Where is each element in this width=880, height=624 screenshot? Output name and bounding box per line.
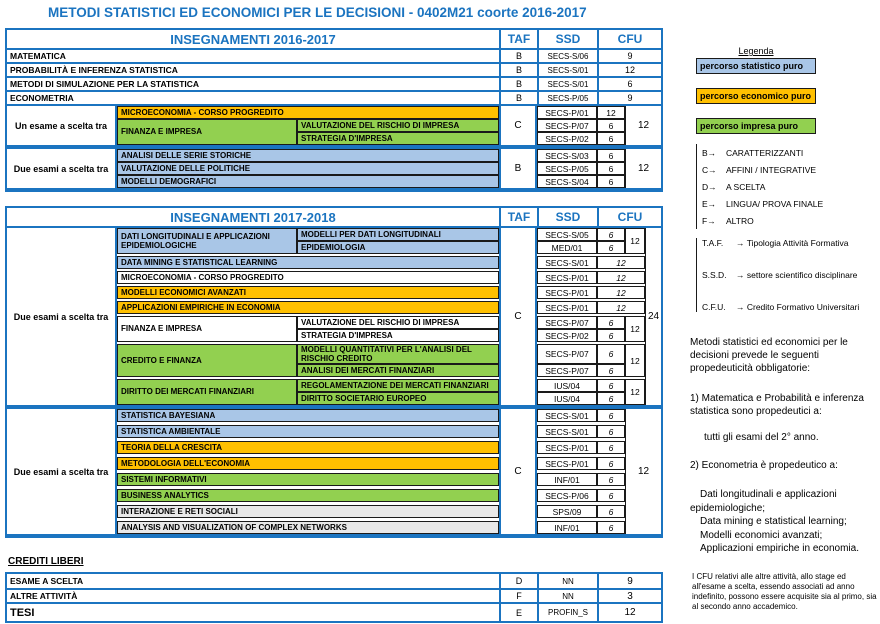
taf-code-label: ALTRO <box>726 215 754 226</box>
course-subrow <box>117 149 661 162</box>
course-bar: CREDITO E FINANZA <box>117 344 297 377</box>
cfu-cell: 9 <box>597 574 661 588</box>
course-subrow <box>117 489 661 502</box>
prerequisite-item-2: 2) Econometria è propedeutico a: <box>690 460 838 471</box>
abbreviation-label: → settore scientifico disciplinare <box>736 270 858 280</box>
ssd-cell: SECS-S/06 <box>537 50 597 62</box>
course-subrow <box>117 457 661 470</box>
cfu-cell: 12 <box>597 64 661 76</box>
course-bar: VALUTAZIONE DELLE POLITICHE <box>117 162 499 175</box>
crediti-liberi-heading: CREDITI LIBERI <box>8 556 84 567</box>
abbreviation-key: T.A.F. <box>702 238 724 248</box>
abbreviation <box>702 238 859 248</box>
course-bar: ANALISI DELLE SERIE STORICHE <box>117 149 499 162</box>
course-row <box>7 574 661 588</box>
prerequisite-course: Modelli economici avanzati; <box>700 529 823 541</box>
col-header-taf: TAF <box>499 30 537 48</box>
course-bar: TEORIA DELLA CRESCITA <box>117 441 499 454</box>
cfu-cell: 6 <box>597 457 625 470</box>
course-pair <box>117 228 661 254</box>
ssd-cell: INF/01 <box>537 521 597 534</box>
pair-subtotal-cfu: 12 <box>625 228 645 254</box>
course-subrow <box>117 286 661 299</box>
ssd-cell: SECS-P/05 <box>537 92 597 104</box>
course-subrow <box>117 521 661 534</box>
course-bar: REGOLAMENTAZIONE DEI MERCATI FINANZIARI <box>297 379 499 392</box>
group-taf: B <box>499 149 537 188</box>
course-bar: DATA MINING E STATISTICAL LEARNING <box>117 256 499 269</box>
course-subrow <box>117 271 661 284</box>
cfu-cell: 6 <box>597 364 625 377</box>
taf-code <box>702 144 823 161</box>
prerequisite-item-2-details <box>690 488 880 556</box>
ssd-cell: SECS-S/03 <box>537 149 597 162</box>
taf-code <box>702 212 823 229</box>
group-taf: C <box>499 228 537 405</box>
course-subrow <box>117 175 661 188</box>
course-subrow <box>297 392 625 405</box>
group-total-cfu: 12 <box>625 149 661 188</box>
ssd-cell: NN <box>537 574 597 588</box>
group-label: Due esami a scelta tra <box>7 149 117 188</box>
cfu-cell: 6 <box>597 329 625 342</box>
cfu-cell: 6 <box>597 505 625 518</box>
taf-code <box>702 178 823 195</box>
cfu-cell: 6 <box>597 162 625 175</box>
taf-code-label: A SCELTA <box>726 181 766 192</box>
ssd-cell: SECS-P/07 <box>537 364 597 377</box>
taf-cell: E <box>499 604 537 621</box>
taf-codes-list <box>696 144 823 229</box>
crediti-liberi-table <box>5 572 663 623</box>
course-row <box>7 62 661 76</box>
cfu-cell: 6 <box>597 521 625 534</box>
ssd-cell: SECS-P/06 <box>537 489 597 502</box>
cfu-cell: 6 <box>597 132 625 145</box>
ssd-cell: SPS/09 <box>537 505 597 518</box>
ssd-cell: SECS-P/02 <box>537 132 597 145</box>
course-bar: EPIDEMIOLOGIA <box>297 241 499 254</box>
taf-cell: B <box>499 78 537 90</box>
pair-subtotal-cfu: 12 <box>625 379 645 405</box>
cfu-cell: 6 <box>597 228 625 241</box>
ssd-cell: SECS-S/01 <box>537 425 597 438</box>
course-name: TESI <box>10 606 35 619</box>
course-bar: ANALISI DEI MERCATI FINANZIARI <box>297 364 499 377</box>
cfu-cell: 6 <box>597 344 625 364</box>
group-due-esami-a-scelta <box>7 147 661 190</box>
course-subrow <box>117 301 661 314</box>
group-total-cfu: 12 <box>625 106 661 145</box>
table2-title: INSEGNAMENTI 2017-2018 <box>170 209 336 225</box>
ssd-cell: SECS-S/05 <box>537 228 597 241</box>
course-bar: STATISTICA AMBIENTALE <box>117 425 499 438</box>
taf-code-key: F→ <box>702 215 716 226</box>
cfu-cell: 12 <box>597 604 661 621</box>
ssd-cell: SECS-P/01 <box>537 301 597 314</box>
ssd-cell: SECS-S/01 <box>537 78 597 90</box>
prerequisites-intro: Metodi statistici ed economici per le decisioni prevede le seguenti propedeuticità obbligatorie: <box>690 337 848 374</box>
course-row <box>7 602 661 621</box>
course-bar: MODELLI ECONOMICI AVANZATI <box>117 286 499 299</box>
ssd-cell: SECS-S/01 <box>537 256 597 269</box>
course-bar: STATISTICA BAYESIANA <box>117 409 499 422</box>
course-bar: STRATEGIA D'IMPRESA <box>297 132 499 145</box>
ssd-cell: SECS-P/07 <box>537 316 597 329</box>
course-row <box>7 76 661 90</box>
course-bar: ANALYSIS AND VISUALIZATION OF COMPLEX NETWORKS <box>117 521 499 534</box>
course-bar: VALUTAZIONE DEL RISCHIO DI IMPRESA <box>297 316 499 329</box>
course-bar: FINANZA E IMPRESA <box>117 316 297 342</box>
ssd-cell: INF/01 <box>537 473 597 486</box>
ssd-cell: IUS/04 <box>537 379 597 392</box>
course-pair <box>117 344 661 377</box>
course-subrow <box>297 119 625 132</box>
table1-title: INSEGNAMENTI 2016-2017 <box>170 31 336 47</box>
course-subrow <box>297 379 625 392</box>
ssd-cell: SECS-P/01 <box>537 286 597 299</box>
group-label: Due esami a scelta tra <box>7 409 117 534</box>
abbreviation-label: → Tipologia Attività Formativa <box>736 238 849 248</box>
ssd-cell: SECS-P/01 <box>537 106 597 119</box>
course-subrow <box>117 441 661 454</box>
abbreviation-key: C.F.U. <box>702 302 726 312</box>
course-bar: VALUTAZIONE DEL RISCHIO DI IMPRESA <box>297 119 499 132</box>
course-bar: MODELLI QUANTITATIVI PER L'ANALISI DEL RISCHIO CREDITO <box>297 344 499 364</box>
course-subrow <box>297 364 625 377</box>
group-label: Due esami a scelta tra <box>7 228 117 405</box>
group-taf: C <box>499 106 537 145</box>
course-bar: INTERAZIONE E RETI SOCIALI <box>117 505 499 518</box>
ssd-cell: PROFIN_S <box>537 604 597 621</box>
cfu-footnote: I CFU relativi alle altre attività, allo stage ed all'esame a scelta, essendo associati ad anno indefinito, possono essere acquisite sia al primo, sia al secondo anno accademico. <box>692 572 877 611</box>
group-due-esami-a-scelta-1 <box>7 226 661 407</box>
course-bar: FINANZA E IMPRESA <box>117 119 297 145</box>
prerequisite-item-1: 1) Matematica e Probabilità e inferenza statistica sono propedeutici a: <box>690 393 864 417</box>
course-subrow <box>117 162 661 175</box>
cfu-cell: 6 <box>597 241 625 254</box>
ssd-cell: MED/01 <box>537 241 597 254</box>
cfu-cell: 9 <box>597 50 661 62</box>
course-bar: BUSINESS ANALYTICS <box>117 489 499 502</box>
prerequisite-item-1-detail: tutti gli esami del 2° anno. <box>704 432 819 443</box>
taf-code-label: AFFINI / INTEGRATIVE <box>726 164 817 175</box>
abbreviation <box>702 302 859 312</box>
course-pair <box>117 119 661 145</box>
cfu-cell: 6 <box>597 441 625 454</box>
table-insegnamenti-2016-2017 <box>5 28 663 192</box>
taf-cell: D <box>499 574 537 588</box>
cfu-cell: 6 <box>597 473 625 486</box>
abbreviation-label: → Credito Formativo Universitari <box>736 302 860 312</box>
ssd-cell: SECS-P/07 <box>537 344 597 364</box>
cfu-cell: 6 <box>597 379 625 392</box>
prerequisite-course: Applicazioni empiriche in economia. <box>700 543 859 554</box>
cfu-cell: 12 <box>597 106 625 119</box>
abbreviation <box>702 270 859 280</box>
course-subrow <box>297 228 625 241</box>
taf-code-label: LINGUA/ PROVA FINALE <box>726 198 824 209</box>
abbreviations-list <box>696 238 859 312</box>
cfu-cell: 12 <box>597 301 645 314</box>
cfu-cell: 6 <box>597 392 625 405</box>
ssd-cell: IUS/04 <box>537 392 597 405</box>
course-pair <box>117 379 661 405</box>
cfu-cell: 9 <box>597 92 661 104</box>
ssd-cell: SECS-S/01 <box>537 64 597 76</box>
cfu-cell: 12 <box>597 256 645 269</box>
taf-cell: B <box>499 92 537 104</box>
course-name: PROBABILITÀ E INFERENZA STATISTICA <box>10 65 178 75</box>
ssd-cell: SECS-S/04 <box>537 175 597 188</box>
ssd-cell: SECS-P/02 <box>537 329 597 342</box>
course-subrow <box>117 409 661 422</box>
course-bar: MICROECONOMIA - CORSO PROGREDITO <box>117 271 499 284</box>
table2-header-row <box>7 208 661 226</box>
page-title: METODI STATISTICI ED ECONOMICI PER LE DECISIONI - 0402M21 coorte 2016-2017 <box>48 5 587 20</box>
course-name: ESAME A SCELTA <box>10 576 84 586</box>
cfu-cell: 6 <box>597 409 625 422</box>
cfu-cell: 3 <box>597 590 661 602</box>
course-subrow <box>297 344 625 364</box>
taf-cell: B <box>499 64 537 76</box>
group-un-esame-a-scelta <box>7 104 661 147</box>
course-subrow <box>297 316 625 329</box>
taf-code-key: E→ <box>702 198 717 209</box>
cfu-cell: 6 <box>597 316 625 329</box>
ssd-cell: NN <box>537 590 597 602</box>
abbreviation-key: S.S.D. <box>702 270 727 280</box>
course-bar: STRATEGIA D'IMPRESA <box>297 329 499 342</box>
legend-box-economico: percorso economico puro <box>696 88 816 104</box>
cfu-cell: 12 <box>597 271 645 284</box>
cfu-cell: 6 <box>597 175 625 188</box>
course-row <box>7 48 661 62</box>
course-bar: MICROECONOMIA - CORSO PROGREDITO <box>117 106 499 119</box>
taf-cell: F <box>499 590 537 602</box>
ssd-cell: SECS-P/01 <box>537 457 597 470</box>
col-header-ssd: SSD <box>537 30 597 48</box>
taf-code-label: CARATTERIZZANTI <box>726 147 804 158</box>
course-subrow <box>117 256 661 269</box>
course-bar: MODELLI PER DATI LONGITUDINALI <box>297 228 499 241</box>
group-taf: C <box>499 409 537 534</box>
course-bar: DATI LONGITUDINALI E APPLICAZIONI EPIDEMIOLOGICHE <box>117 228 297 254</box>
ssd-cell: SECS-P/01 <box>537 271 597 284</box>
course-name: ECONOMETRIA <box>10 93 74 103</box>
col-header-cfu: CFU <box>597 208 661 226</box>
group-due-esami-a-scelta-2 <box>7 407 661 536</box>
taf-cell: B <box>499 50 537 62</box>
ssd-cell: SECS-P/05 <box>537 162 597 175</box>
course-bar: APPLICAZIONI EMPIRICHE IN ECONOMIA <box>117 301 499 314</box>
legend-box-statistico: percorso statistico puro <box>696 58 816 74</box>
legend-heading: Legenda <box>738 46 774 56</box>
course-subrow <box>297 241 625 254</box>
course-subrow <box>117 425 661 438</box>
course-bar: DIRITTO DEI MERCATI FINANZIARI <box>117 379 297 405</box>
ssd-cell: SECS-P/01 <box>537 441 597 454</box>
pair-subtotal-cfu: 12 <box>625 344 645 377</box>
course-subrow <box>297 132 625 145</box>
course-row <box>7 90 661 104</box>
course-name: ALTRE ATTIVITÀ <box>10 591 78 601</box>
table-insegnamenti-2017-2018 <box>5 206 663 538</box>
taf-code <box>702 161 823 178</box>
course-bar: SISTEMI INFORMATIVI <box>117 473 499 486</box>
prerequisite-course: Data mining e statistical learning; <box>700 516 847 527</box>
taf-code-key: C→ <box>702 164 717 175</box>
cfu-cell: 6 <box>597 489 625 502</box>
col-header-taf: TAF <box>499 208 537 226</box>
course-subrow <box>297 329 625 342</box>
course-pair <box>117 316 661 342</box>
cfu-cell: 6 <box>597 149 625 162</box>
cfu-cell: 6 <box>597 425 625 438</box>
ssd-cell: SECS-P/07 <box>537 119 597 132</box>
group-total-cfu: 24 <box>645 228 661 405</box>
taf-code-key: D→ <box>702 181 717 192</box>
col-header-cfu: CFU <box>597 30 661 48</box>
pair-subtotal-cfu: 12 <box>625 316 645 342</box>
group-label: Un esame a scelta tra <box>7 106 117 145</box>
sidebar <box>688 0 880 624</box>
course-bar: MODELLI DEMOGRAFICI <box>117 175 499 188</box>
taf-code <box>702 195 823 212</box>
prerequisite-course: Dati longitudinali e applicazioni epidemiologiche; <box>690 489 837 514</box>
col-header-ssd: SSD <box>537 208 597 226</box>
course-name: MATEMATICA <box>10 51 66 61</box>
cfu-cell: 12 <box>597 286 645 299</box>
legend-box-impresa: percorso impresa puro <box>696 118 816 134</box>
course-row <box>7 588 661 602</box>
course-subrow <box>117 473 661 486</box>
cfu-cell: 6 <box>597 78 661 90</box>
table1-header-row <box>7 30 661 48</box>
course-bar: DIRITTO SOCIETARIO EUROPEO <box>297 392 499 405</box>
group-total-cfu: 12 <box>625 409 661 534</box>
course-subrow <box>117 505 661 518</box>
taf-code-key: B→ <box>702 147 717 158</box>
cfu-cell: 6 <box>597 119 625 132</box>
course-name: METODI DI SIMULAZIONE PER LA STATISTICA <box>10 79 200 89</box>
ssd-cell: SECS-S/01 <box>537 409 597 422</box>
course-subrow <box>117 106 661 119</box>
course-bar: METODOLOGIA DELL'ECONOMIA <box>117 457 499 470</box>
